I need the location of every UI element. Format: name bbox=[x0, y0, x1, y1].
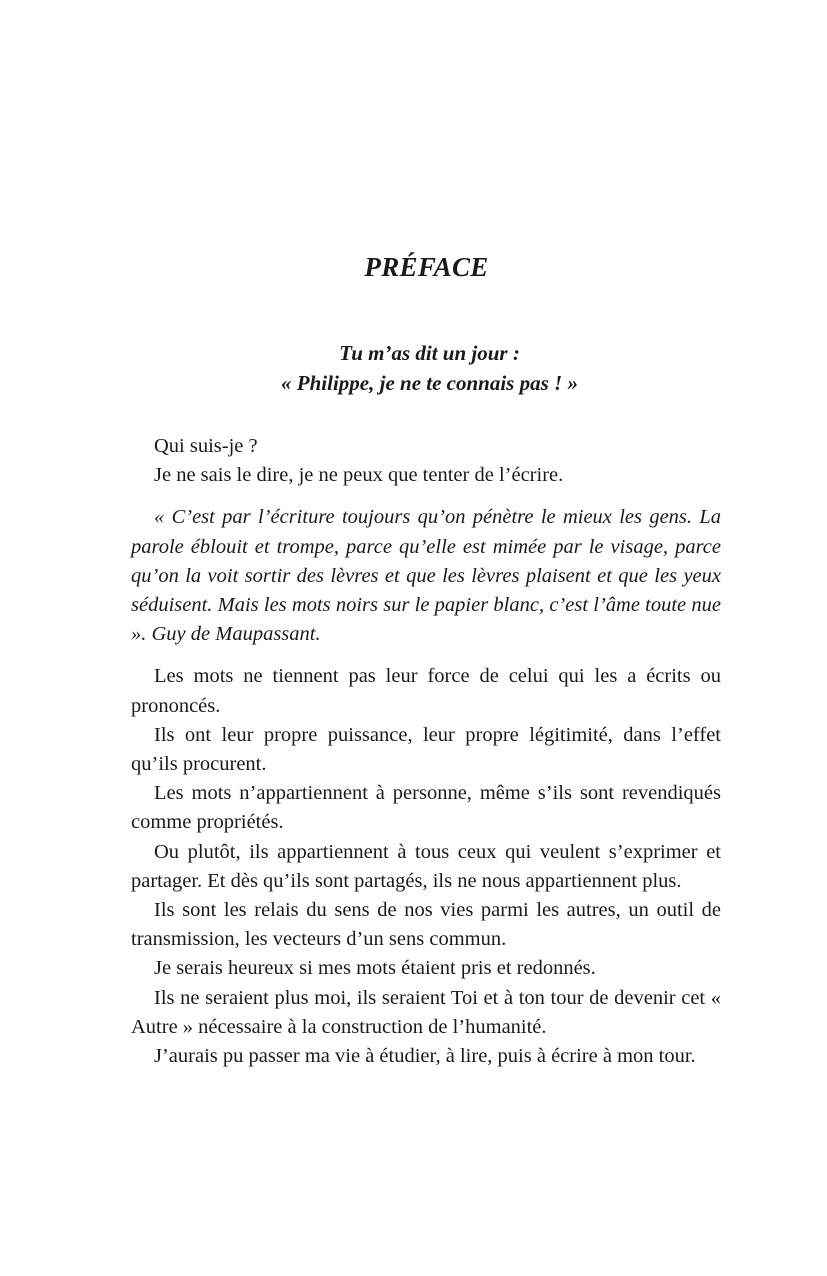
intro-line-2: Je ne sais le dire, je ne peux que tenter de l’écrire. bbox=[154, 464, 564, 487]
paragraph: Ils sont les relais du sens de nos vies parmi les autres, un outil de transmission, les vecteurs d’un sens commun. bbox=[131, 899, 721, 951]
epigraph bbox=[0, 338, 827, 398]
paragraph: Ils ont leur propre puissance, leur propre légitimité, dans l’effet qu’ils procurent. bbox=[131, 723, 721, 776]
epigraph-line-1: Tu m’as dit un jour : bbox=[339, 341, 520, 365]
maupassant-quote: « C’est par l’écriture toujours qu’on pénètre le mieux les gens. La parole éblouit et trompe, parce qu’elle est mimée par le visage, parce qu’on la voit sortir des lèvres et que les lèvres plaisent et que les yeux séduisent. Mais les mots noirs sur le papier blanc, c’est l’âme toute nue ». Guy de Maupassant. bbox=[131, 506, 721, 646]
paragraph: Ils ne seraient plus moi, ils seraient Toi et à ton tour de devenir cet « Autre » nécessaire à la construction de l’humanité. bbox=[131, 986, 721, 1038]
paragraph: Je serais heureux si mes mots étaient pris et redonnés. bbox=[154, 957, 596, 980]
paragraph: Les mots n’appartiennent à personne, même s’ils sont revendiqués comme propriétés. bbox=[131, 782, 721, 834]
paragraph: Les mots ne tiennent pas leur force de celui qui les a écrits ou prononcés. bbox=[131, 665, 721, 717]
paragraph: Ou plutôt, ils appartiennent à tous ceux qui veulent s’exprimer et partager. Et dès qu’ils sont partagés, ils ne nous appartiennent plus. bbox=[131, 840, 721, 892]
paragraph: J’aurais pu passer ma vie à étudier, à lire, puis à écrire à mon tour. bbox=[154, 1045, 696, 1068]
page-body bbox=[131, 432, 721, 1071]
intro-line-1: Qui suis-je ? bbox=[154, 435, 258, 457]
epigraph-line-2: « Philippe, je ne te connais pas ! » bbox=[281, 371, 578, 395]
page-title: PRÉFACE bbox=[364, 252, 489, 282]
